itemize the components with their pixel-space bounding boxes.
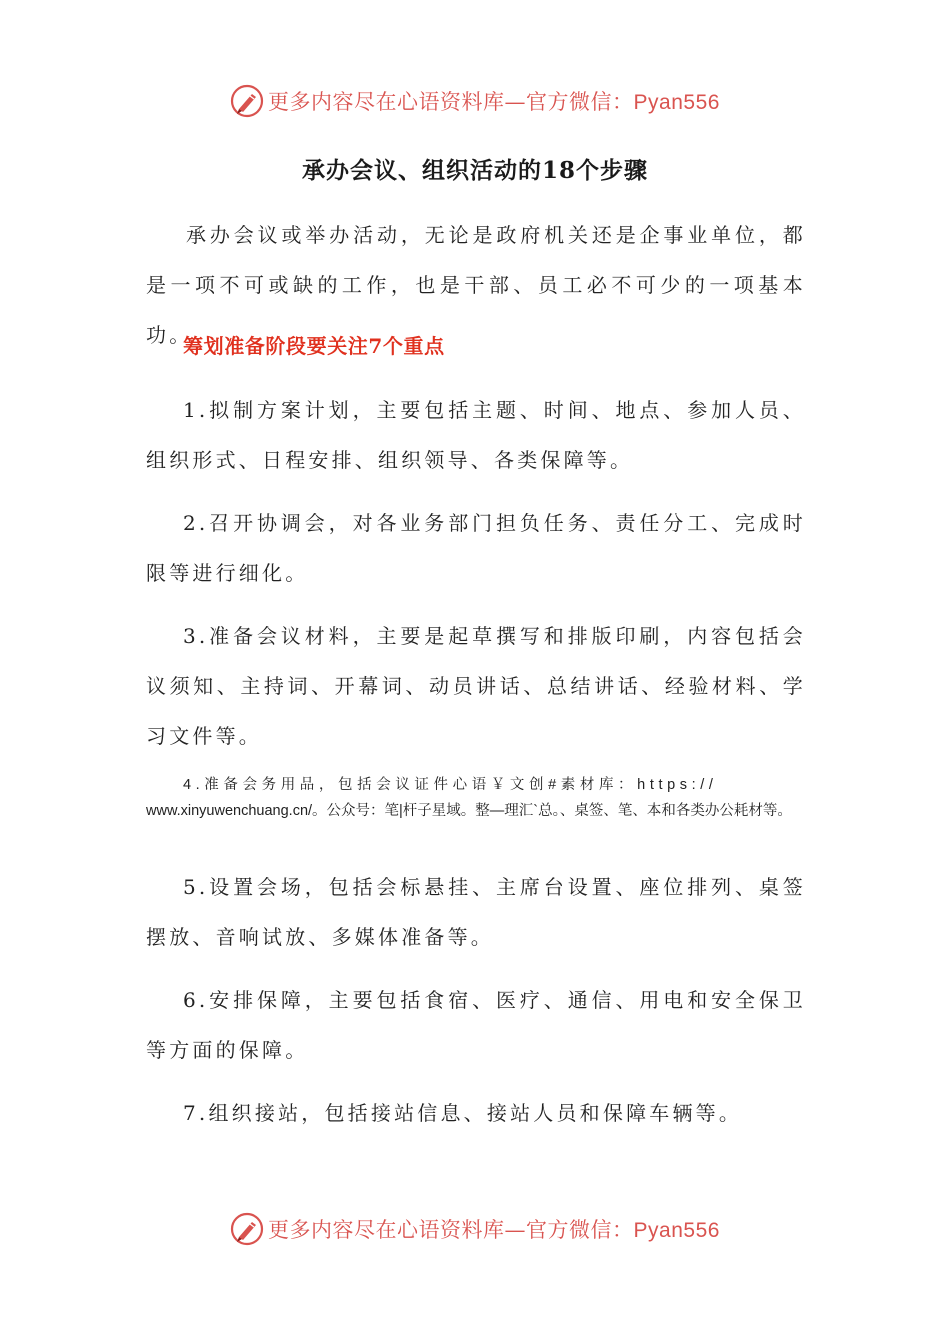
banner-wechat-id: Pyan556	[633, 1219, 720, 1242]
list-item: 6.安排保障，主要包括食宿、医疗、通信、用电和安全保卫等方面的保障。	[146, 988, 806, 1062]
page-title: 承办会议、组织活动的18个步骤	[301, 157, 648, 184]
list-item: 1.拟制方案计划，主要包括主题、时间、地点、参加人员、组织形式、日程安排、组织领导、各类保障等。	[146, 398, 806, 472]
list-item-small	[146, 772, 808, 824]
list-item: 2.召开协调会，对各业务部门担负任务、责任分工、完成时限等进行细化。	[146, 511, 806, 585]
header-banner	[0, 76, 950, 126]
footer-banner	[0, 1204, 950, 1254]
banner-text: 更多内容尽在心语资料库—官方微信：Pyan556	[268, 1218, 720, 1242]
banner-text: 更多内容尽在心语资料库—官方微信：Pyan556	[268, 90, 720, 114]
list-item-small-line1: 4.准备会务用品，包括会议证件心语￥文创#素材库：https://	[183, 777, 718, 793]
list-item: 5.设置会场，包括会标悬挂、主席台设置、座位排列、桌签摆放、音响试放、多媒体准备等。	[146, 875, 806, 949]
list-item: 7.组织接站，包括接站信息、接站人员和保障车辆等。	[183, 1101, 743, 1125]
intro-paragraph: 承办会议或举办活动，无论是政府机关还是企事业单位，都是一项不可或缺的工作，也是干部、员工必不可少的一项基本功。	[146, 223, 806, 347]
pen-logo-icon	[230, 1212, 264, 1246]
pen-logo-icon	[230, 84, 264, 118]
list-item: 3.准备会议材料，主要是起草撰写和排版印刷，内容包括会议须知、主持词、开幕词、动员讲话、总结讲话、经验材料、学习文件等。	[146, 624, 806, 748]
section-heading: 筹划准备阶段要关注7个重点	[183, 334, 445, 358]
banner-wechat-id: Pyan556	[633, 91, 720, 114]
list-item-small-line2: www.xinyuwenchuang.cn/。公众号：笔|杆子星域。整—理汇`总。、桌签、笔、本和各类办公耗材等。	[146, 803, 792, 819]
